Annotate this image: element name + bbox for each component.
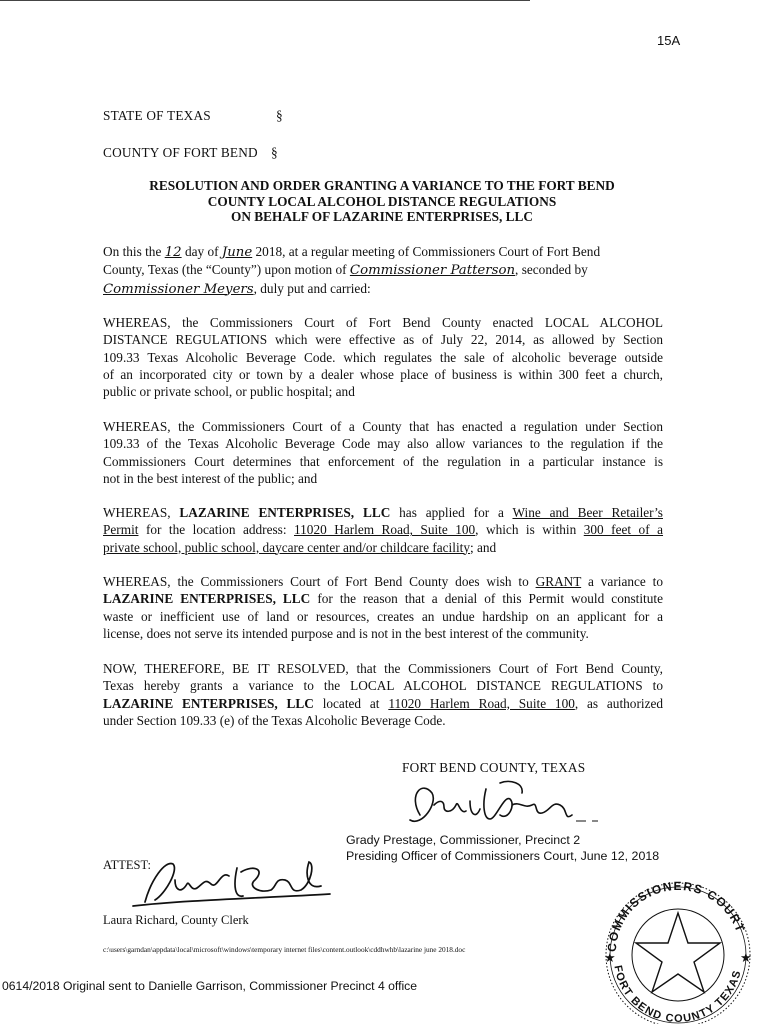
title-line: RESOLUTION AND ORDER GRANTING A VARIANCE TO THE FORT BEND xyxy=(149,178,615,193)
clerk-signature-image xyxy=(125,850,335,915)
section-symbol: § xyxy=(271,145,278,160)
whereas-paragraph-1: WHEREAS, the Commissioners Court of Fort Bend County enacted LOCAL ALCOHOL DISTANCE REGULATIONS which were effective as of July 22, 2014, as allowed by Section 109.33 Texas Alcoholic Beverage Code. which regulates the sale of alcoholic beverage outside of an incorporated city or town by a dealer whose place of business is within 300 feet a church, public or private school, or public hospital; and xyxy=(103,315,663,400)
resolved-paragraph: NOW, THEREFORE, BE IT RESOLVED, that the Commissioners Court of Fort Bend County, Texas hereby grants a variance to the LOCAL ALCOHOL DISTANCE REGULATIONS to LAZARINE ENTERPRISES, LLC located at 11020 Harlem Road, Suite 100, as authorized under Section 109.33 (e) of the Texas Alcoholic Beverage Code. xyxy=(103,661,664,728)
handwritten-month: June xyxy=(221,245,253,260)
page-number: 15A xyxy=(657,33,681,48)
handwritten-day: 12 xyxy=(164,245,182,260)
attest-label: ATTEST: xyxy=(103,858,151,872)
handwritten-seconder: Commissioner Meyers xyxy=(103,281,254,297)
resolution-title xyxy=(100,178,664,225)
whereas-paragraph-3: WHEREAS, LAZARINE ENTERPRISES, LLC has applied for a Wine and Beer Retailer’s Permit for the location address: 11020 Harlem Road, Suite 100, which is within 300 feet of a private school, public school, daycare center and/or childcare facility; and xyxy=(103,505,664,555)
whereas-paragraph-4: WHEREAS, the Commissioners Court of Fort Bend County does wish to GRANT a variance to LAZARINE ENTERPRISES, LLC for the reason that a denial of this Permit would constitute waste or inefficient use of land or resources, creates an undue hardship on an applicant for a license, does not serve its intended purpose and is not in the best interest of the community. xyxy=(103,574,663,641)
seal-bottom-text: FORT BEND COUNTY TEXAS xyxy=(611,964,744,1024)
signer-title: Presiding Officer of Commissioners Court, June 12, 2018 xyxy=(346,849,660,863)
whereas-paragraph-2: WHEREAS, the Commissioners Court of a County that has enacted a regulation under Section 109.33 of the Texas Alcoholic Beverage Code may also allow variances to the regulation if the Commissioners Court determines that enforcement of the regulation in a particular instance is not in the best interest of the public; and xyxy=(103,419,663,486)
signer-name: Grady Prestage, Commissioner, Precinct 2 xyxy=(346,833,581,847)
title-line: ON BEHALF OF LAZARINE ENTERPRISES, LLC xyxy=(231,209,533,224)
svg-text:COMMISSIONERS COURT xyxy=(605,879,748,952)
title-line: COUNTY LOCAL ALCOHOL DISTANCE REGULATIONS xyxy=(207,193,557,209)
svg-text:★: ★ xyxy=(604,950,616,965)
section-symbol: § xyxy=(276,108,283,123)
commissioner-signature-image xyxy=(400,775,610,835)
county-seal-image xyxy=(588,878,768,1024)
county-signature-label: FORT BEND COUNTY, TEXAS xyxy=(402,760,586,775)
handwritten-mover: Commissioner Patterson xyxy=(349,263,516,279)
top-rule xyxy=(0,0,530,1)
intro-paragraph: On this the 12 day of June 2018, at a regular meeting of Commissioners Court of Fort Bend County, Texas (the “County”) upon motion of Commissioner Patterson, seconded by Commissioner Meyers, duly put and carried: xyxy=(103,244,601,297)
footer-note: 0614/2018 Original sent to Danielle Garrison, Commissioner Precinct 4 office xyxy=(2,979,418,993)
state-label: STATE OF TEXAS xyxy=(103,108,211,123)
seal-top-text: COMMISSIONERS COURT xyxy=(604,878,748,953)
county-label: COUNTY OF FORT BEND xyxy=(103,145,258,160)
svg-text:★: ★ xyxy=(740,950,752,965)
file-path: c:\users\garndan\appdata\local\microsoft\windows\temporary internet files\content.outlook\cddhwhb\lazarine june 2018.doc xyxy=(103,945,466,954)
commissioner-signature-block xyxy=(346,832,659,864)
svg-text:FORT BEND COUNTY TEXAS xyxy=(611,964,743,1024)
county-clerk-name: Laura Richard, County Clerk xyxy=(103,913,249,927)
